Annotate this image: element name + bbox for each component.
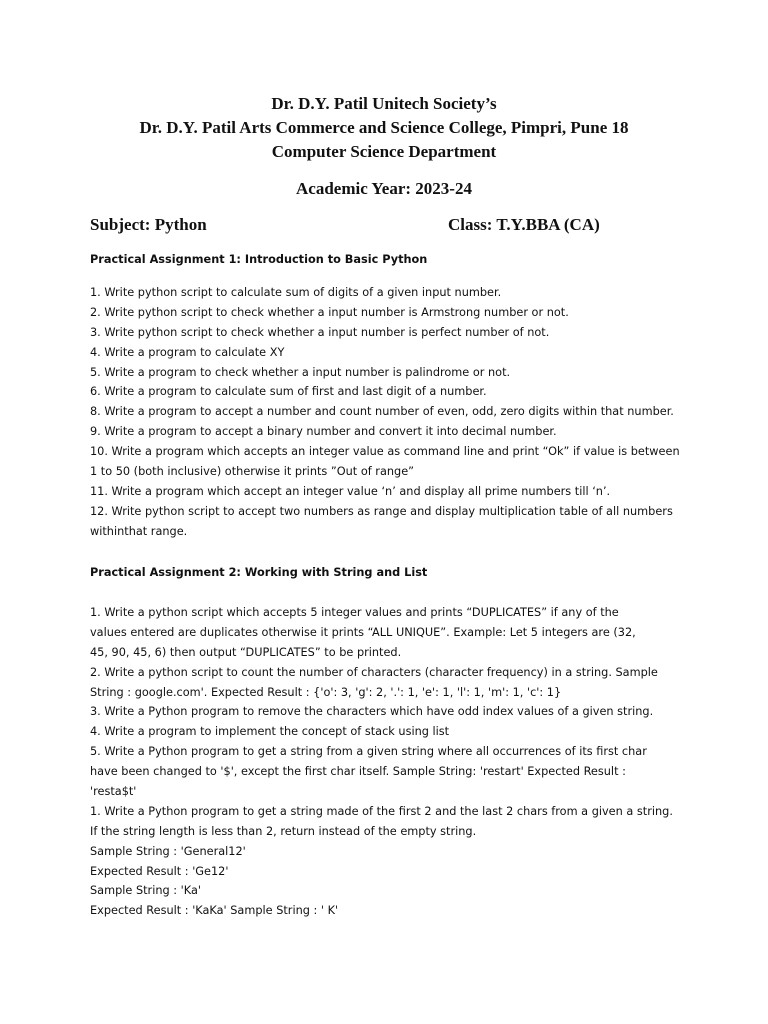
list-item: Sample String : 'General12' [90,844,246,858]
list-item: 12. Write python script to accept two numbers as range and display multiplication table of all numbers [90,504,673,518]
list-item: 1. Write a Python program to get a string made of the first 2 and the last 2 chars from a given a string. [90,804,673,818]
academic-year: Academic Year: 2023-24 [296,179,472,198]
list-item: 2. Write a python script to count the number of characters (character frequency) in a string. Sample [90,665,658,679]
list-item: 1 to 50 (both inclusive) otherwise it prints ”Out of range” [90,465,414,479]
assignment1-list [90,283,690,542]
list-item: 6. Write a program to calculate sum of first and last digit of a number. [90,385,487,399]
list-item: 8. Write a program to accept a number and count number of even, odd, zero digits within that number. [90,405,674,419]
assignment2-heading: Practical Assignment 2: Working with String and List [90,566,428,579]
list-item: have been changed to '$', except the first char itself. Sample String: 'restart' Expected Result : [90,765,626,779]
list-item: 1. Write python script to calculate sum of digits of a given input number. [90,286,502,299]
assignment2-list [90,603,690,921]
list-item: String : google.com'. Expected Result : {'o': 3, 'g': 2, '.': 1, 'e': 1, 'l': 1, 'm': 1, 'c': 1} [90,685,562,699]
list-item: 2. Write python script to check whether a input number is Armstrong number or not. [90,305,569,319]
list-item: Expected Result : 'KaKa' Sample String : ' K' [90,904,339,918]
list-item: 3. Write a Python program to remove the characters which have odd index values of a given string. [90,705,654,719]
list-item: 1. Write a python script which accepts 5 integer values and prints “DUPLICATES” if any of the [90,606,619,619]
list-item: Sample String : 'Ka' [90,884,201,898]
subject-label: Subject: Python [90,215,207,234]
list-item: Expected Result : 'Ge12' [90,864,229,878]
list-item: 'resta$t' [90,785,137,799]
society-name: Dr. D.Y. Patil Unitech Society’s [271,94,497,113]
department-name: Computer Science Department [271,142,497,161]
list-item: values entered are duplicates otherwise it prints “ALL UNIQUE”. Example: Let 5 integers are (32, [90,625,636,639]
list-item: withinthat range. [90,524,188,538]
list-item: 9. Write a program to accept a binary number and convert it into decimal number. [90,425,557,439]
college-name: Dr. D.Y. Patil Arts Commerce and Science College, Pimpri, Pune 18 [139,118,629,137]
list-item: 11. Write a program which accept an integer value ‘n’ and display all prime numbers till ‘n’. [90,484,611,498]
list-item: 3. Write python script to check whether a input number is perfect number of not. [90,325,550,339]
list-item: 4. Write a program to implement the concept of stack using list [90,725,450,739]
subject-class-row [90,214,690,238]
class-label: Class: T.Y.BBA (CA) [448,215,600,234]
list-item: 10. Write a program which accepts an integer value as command line and print “Ok” if value is between [90,445,680,459]
list-item: If the string length is less than 2, return instead of the empty string. [90,824,477,838]
list-item: 45, 90, 45, 6) then output “DUPLICATES” to be printed. [90,645,402,659]
list-item: 5. Write a Python program to get a string from a given string where all occurrences of its first char [90,745,647,759]
list-item: 4. Write a program to calculate XY [90,345,285,359]
assignment1-heading: Practical Assignment 1: Introduction to Basic Python [90,253,428,266]
list-item: 5. Write a program to check whether a input number is palindrome or not. [90,365,511,379]
